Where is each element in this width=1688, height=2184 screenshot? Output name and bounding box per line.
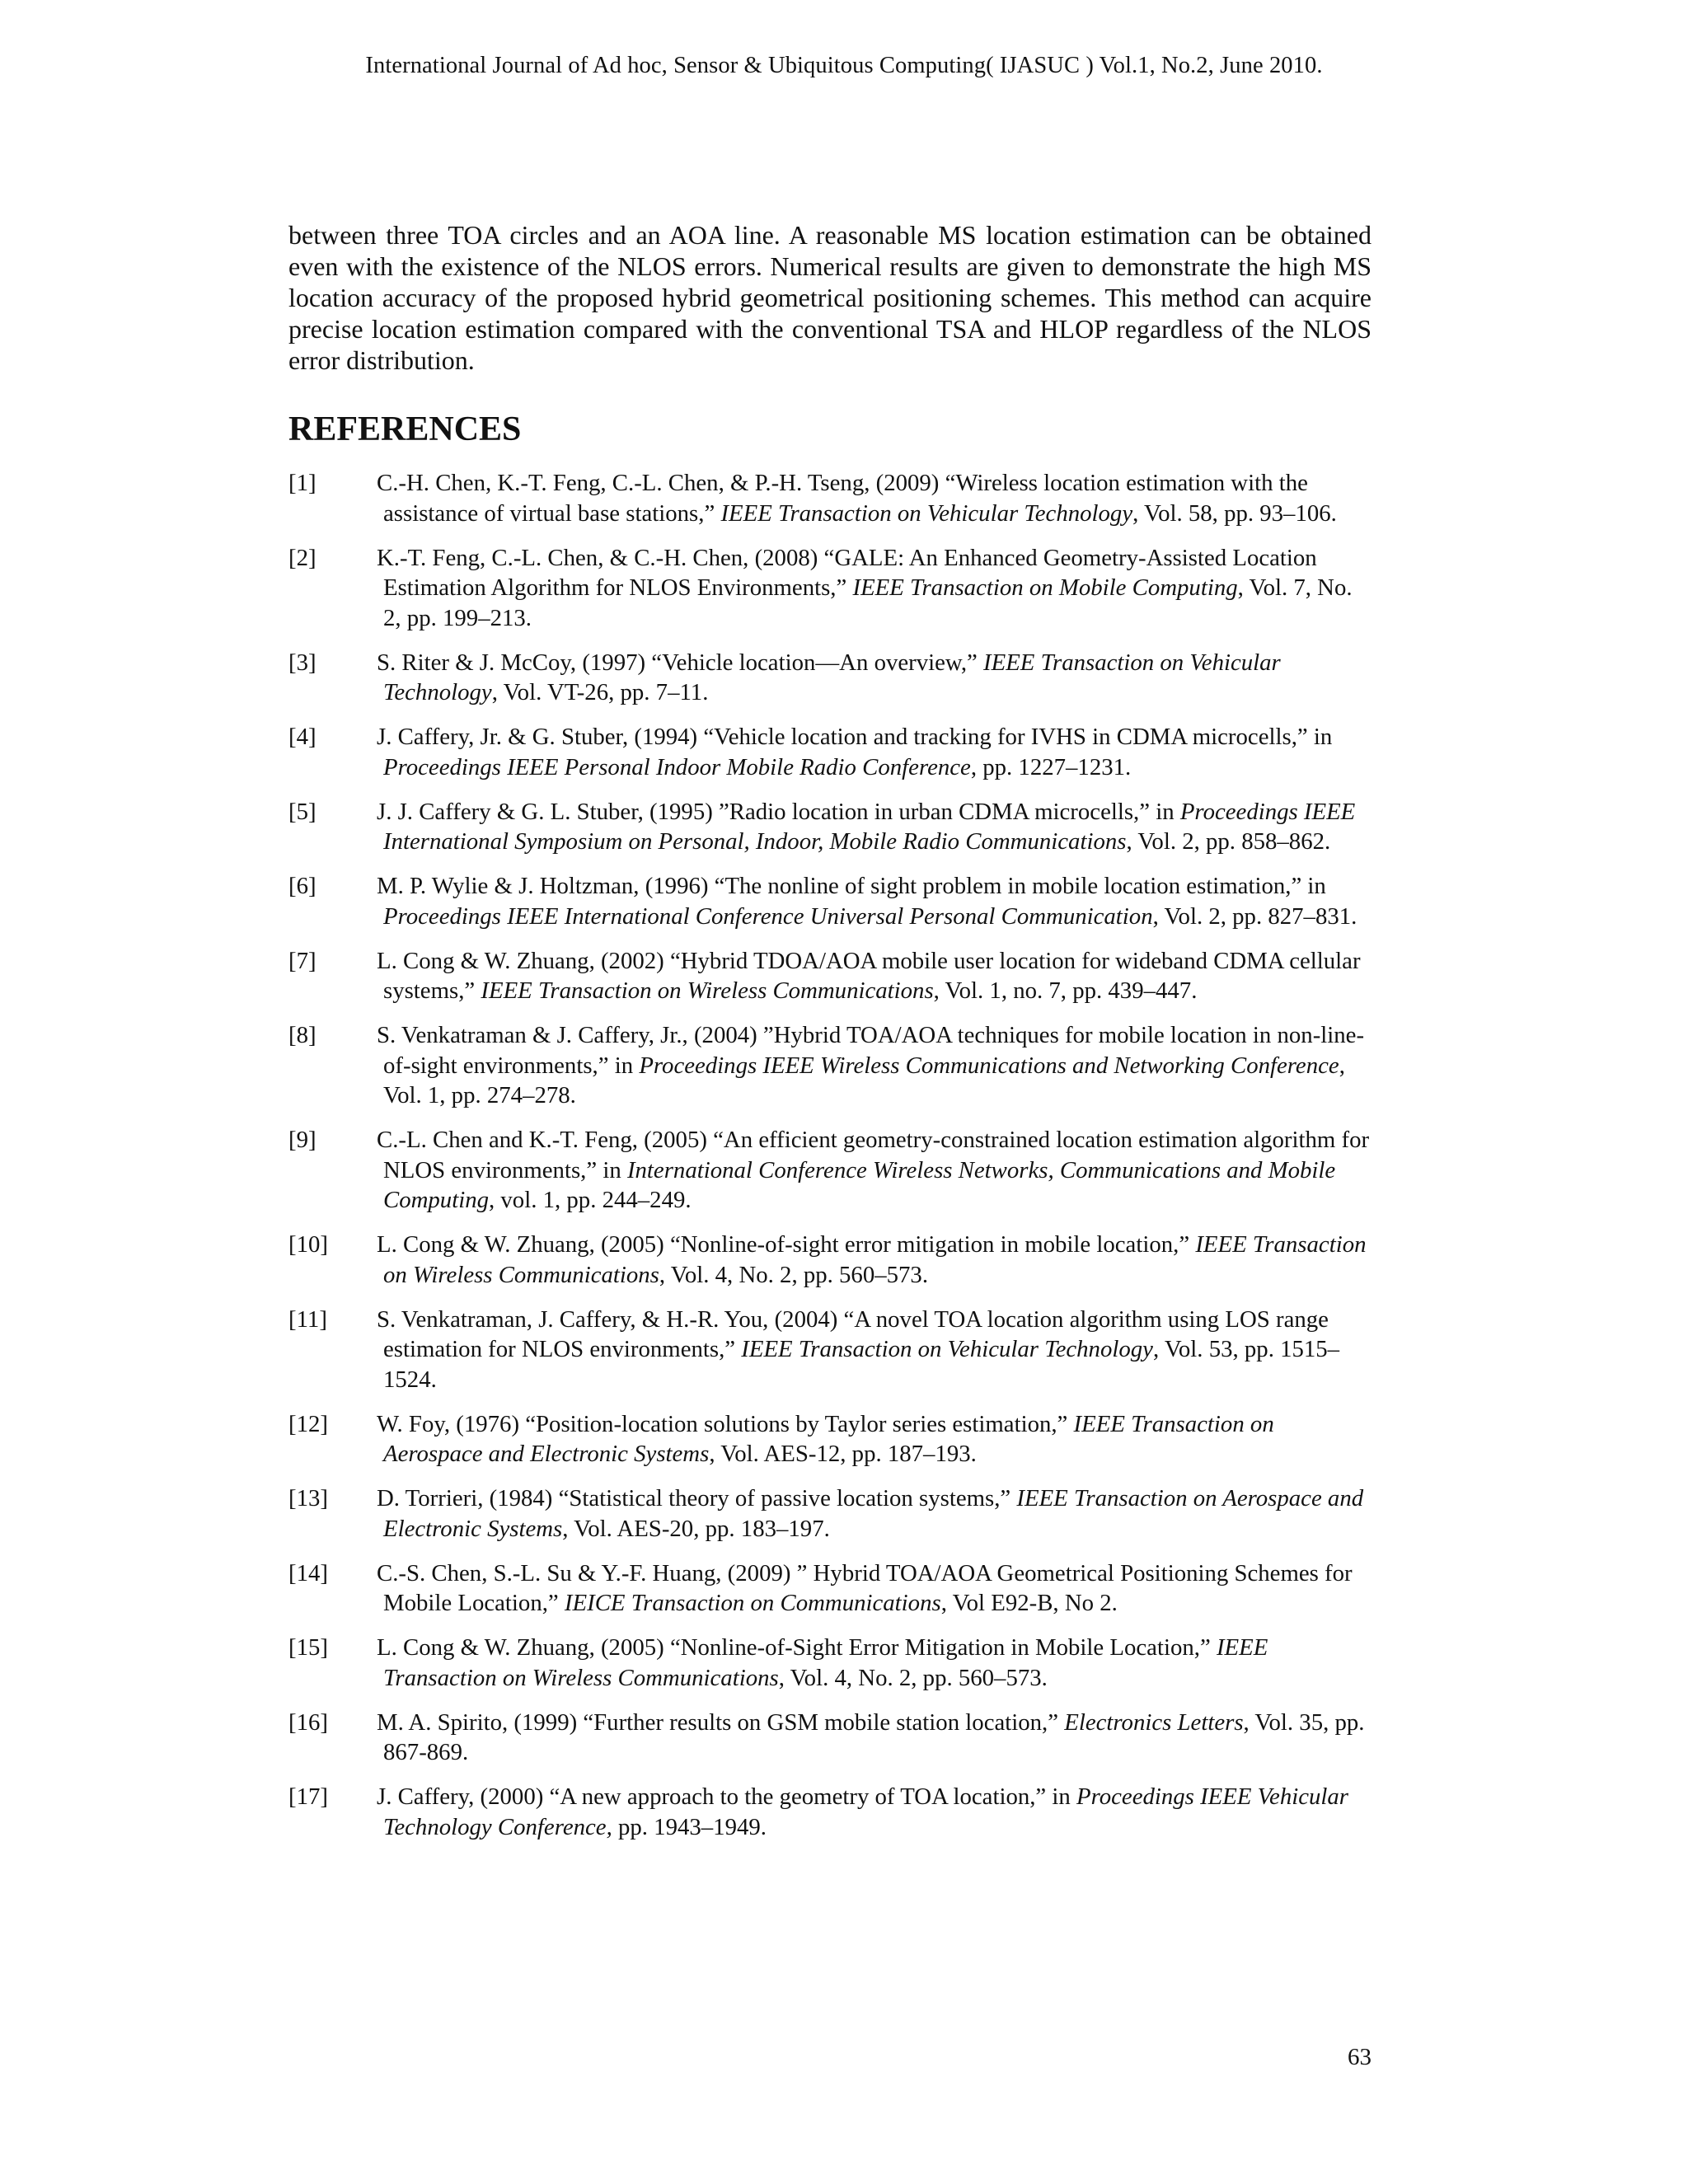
reference-entry bbox=[288, 1483, 1372, 1544]
reference-details: , Vol. 35, pp. 867-869. bbox=[383, 1708, 1365, 1765]
reference-details: , pp. 1227–1231. bbox=[970, 753, 1132, 780]
reference-authors-title: S. Riter & J. McCoy, (1997) “Vehicle location—An overview,” bbox=[377, 649, 984, 676]
reference-entry bbox=[288, 1633, 1372, 1693]
page-content bbox=[288, 219, 1372, 1857]
reference-authors-title: J. J. Caffery & G. L. Stuber, (1995) ”Radio location in urban CDMA microcells,” in bbox=[377, 798, 1180, 825]
reference-authors-title: L. Cong & W. Zhuang, (2005) “Nonline-of-Sight Error Mitigation in Mobile Location,” bbox=[377, 1634, 1217, 1661]
reference-entry bbox=[288, 1020, 1372, 1111]
reference-number: [9] bbox=[288, 1127, 316, 1153]
reference-entry bbox=[288, 797, 1372, 857]
reference-authors-title: S. Venkatraman & J. Caffery, Jr., (2004) ”Hybrid TOA/AOA techniques for mobile location in non-line-of-sight environments,” in bbox=[377, 1022, 1365, 1079]
reference-details: , Vol. 7, No. 2, pp. 199–213. bbox=[383, 574, 1353, 631]
reference-number: [3] bbox=[288, 649, 316, 676]
reference-text bbox=[377, 648, 1372, 708]
reference-venue: Proceedings IEEE Vehicular Technology Conference, bbox=[383, 1783, 1349, 1840]
reference-venue: IEEE Transaction on Vehicular Technology bbox=[741, 1336, 1153, 1362]
reference-number: [15] bbox=[288, 1634, 328, 1661]
reference-text bbox=[377, 1230, 1372, 1290]
reference-authors-title: C.-S. Chen, S.-L. Su & Y.-F. Huang, (2009) ” Hybrid TOA/AOA Geometrical Positioning Schemes for Mobile Location,” bbox=[377, 1559, 1353, 1616]
reference-number: [11] bbox=[288, 1305, 327, 1333]
reference-text bbox=[377, 543, 1372, 634]
reference-details: , Vol. 1, pp. 274–278. bbox=[383, 1052, 1345, 1108]
reference-venue: Proceedings IEEE Personal Indoor Mobile Radio Conference bbox=[383, 753, 971, 780]
reference-details: pp. 1943–1949. bbox=[612, 1813, 767, 1840]
reference-entry bbox=[288, 1708, 1372, 1768]
reference-text bbox=[377, 1782, 1372, 1842]
running-header: International Journal of Ad hoc, Sensor & Ubiquitous Computing( IJASUC ) Vol.1, No.2, June 2010. bbox=[365, 53, 1323, 78]
reference-entry bbox=[288, 1230, 1372, 1290]
reference-details: , Vol. 2, pp. 827–831. bbox=[1152, 902, 1357, 930]
reference-entry bbox=[288, 468, 1372, 528]
reference-number: [12] bbox=[288, 1410, 328, 1437]
reference-details: , Vol. AES-20, pp. 183–197. bbox=[562, 1515, 830, 1542]
reference-venue: IEEE Transaction on Wireless Communications bbox=[383, 1634, 1268, 1691]
reference-venue: IEICE Transaction on Communications bbox=[564, 1590, 941, 1616]
reference-venue: Proceedings IEEE International Conference Universal Personal Communication bbox=[383, 902, 1153, 930]
reference-entry bbox=[288, 1409, 1372, 1469]
reference-venue: Proceedings IEEE International Symposium on Personal, Indoor, Mobile Radio Communications bbox=[383, 798, 1356, 855]
reference-number: [4] bbox=[288, 724, 316, 750]
reference-venue: International Conference Wireless Networks, Communications and Mobile Computing bbox=[383, 1156, 1336, 1213]
reference-text bbox=[377, 1558, 1372, 1619]
reference-venue: IEEE Transaction on Vehicular Technology bbox=[383, 649, 1281, 705]
reference-details: , Vol. 2, pp. 858–862. bbox=[1126, 828, 1331, 855]
reference-text bbox=[377, 946, 1372, 1006]
reference-number: [14] bbox=[288, 1559, 328, 1586]
references-heading: REFERENCES bbox=[288, 410, 522, 448]
reference-entry bbox=[288, 1558, 1372, 1619]
reference-details: , Vol. 53, pp. 1515–1524. bbox=[383, 1336, 1340, 1393]
reference-number: [8] bbox=[288, 1022, 316, 1048]
reference-venue: Proceedings IEEE Wireless Communications and Networking Conference bbox=[639, 1052, 1339, 1079]
reference-venue: IEEE Transaction on Aerospace and Electronic Systems bbox=[383, 1485, 1364, 1542]
reference-text bbox=[377, 797, 1372, 857]
reference-number: [6] bbox=[288, 873, 316, 899]
reference-number: [10] bbox=[288, 1231, 328, 1258]
reference-text bbox=[377, 1020, 1372, 1111]
reference-authors-title: L. Cong & W. Zhuang, (2005) “Nonline-of-sight error mitigation in mobile location,” bbox=[377, 1231, 1196, 1258]
reference-number: [2] bbox=[288, 544, 316, 571]
reference-venue: IEEE Transaction on Wireless Communications bbox=[481, 977, 934, 1004]
reference-entry bbox=[288, 1305, 1372, 1395]
reference-text bbox=[377, 468, 1372, 528]
reference-entry bbox=[288, 648, 1372, 708]
reference-authors-title: K.-T. Feng, C.-L. Chen, & C.-H. Chen, (2008) “GALE: An Enhanced Geometry-Assisted Location Estimation Algorithm for NLOS Environments,” bbox=[377, 544, 1317, 601]
reference-authors-title: M. P. Wylie & J. Holtzman, (1996) “The nonline of sight problem in mobile location estimation,” in bbox=[377, 873, 1326, 899]
reference-authors-title: J. Caffery, Jr. & G. Stuber, (1994) “Vehicle location and tracking for IVHS in CDMA microcells,” in bbox=[377, 724, 1333, 750]
reference-number: [5] bbox=[288, 798, 316, 825]
reference-venue: IEEE Transaction on Mobile Computing bbox=[852, 574, 1238, 601]
reference-list bbox=[288, 468, 1372, 1842]
reference-entry bbox=[288, 1125, 1372, 1216]
reference-details: , Vol. AES-12, pp. 187–193. bbox=[709, 1441, 977, 1467]
reference-entry bbox=[288, 722, 1372, 782]
reference-number: [7] bbox=[288, 947, 316, 974]
reference-text bbox=[377, 871, 1372, 931]
reference-details: , Vol. 4, No. 2, pp. 560–573. bbox=[659, 1261, 929, 1288]
reference-venue: IEEE Transaction on Aerospace and Electronic Systems bbox=[383, 1410, 1274, 1467]
reference-authors-title: S. Venkatraman, J. Caffery, & H.-R. You, (2004) “A novel TOA location algorithm using LOS range estimation for NLOS environments,” bbox=[377, 1305, 1329, 1362]
reference-entry bbox=[288, 1782, 1372, 1842]
reference-authors-title: W. Foy, (1976) “Position-location solutions by Taylor series estimation,” bbox=[377, 1410, 1074, 1437]
reference-text bbox=[377, 1125, 1372, 1216]
reference-details: , Vol. VT-26, pp. 7–11. bbox=[491, 679, 709, 705]
reference-details: , Vol. 1, no. 7, pp. 439–447. bbox=[933, 977, 1198, 1004]
reference-text bbox=[377, 722, 1372, 782]
reference-entry bbox=[288, 871, 1372, 931]
reference-details: , Vol. 58, pp. 93–106. bbox=[1132, 499, 1337, 527]
reference-details: , Vol E92-B, No 2. bbox=[940, 1590, 1118, 1616]
reference-number: [1] bbox=[288, 470, 316, 496]
reference-authors-title: L. Cong & W. Zhuang, (2002) “Hybrid TDOA/AOA mobile user location for wideband CDMA cellular systems,” bbox=[377, 947, 1361, 1004]
reference-venue: IEEE Transaction on Vehicular Technology bbox=[720, 499, 1133, 527]
reference-number: [17] bbox=[288, 1783, 328, 1810]
reference-authors-title: C.-H. Chen, K.-T. Feng, C.-L. Chen, & P.-H. Tseng, (2009) “Wireless location estimation with the assistance of virtual base stations,” bbox=[377, 470, 1308, 527]
reference-authors-title: M. A. Spirito, (1999) “Further results on GSM mobile station location,” bbox=[377, 1708, 1065, 1736]
reference-venue: Electronics Letters bbox=[1064, 1708, 1244, 1736]
reference-text bbox=[377, 1483, 1372, 1544]
reference-text bbox=[377, 1633, 1372, 1693]
reference-entry bbox=[288, 543, 1372, 634]
reference-details: , vol. 1, pp. 244–249. bbox=[489, 1187, 692, 1213]
conclusion-paragraph: between three TOA circles and an AOA line. A reasonable MS location estimation can be obtained even with the existence of the NLOS errors. Numerical results are given to demonstrate the high MS location accuracy of the proposed hybrid geometrical positioning schemes. This method can acquire precise location estimation compared with the conventional TSA and HLOP regardless of the NLOS error distribution. bbox=[288, 220, 1372, 375]
reference-number: [16] bbox=[288, 1708, 328, 1736]
reference-venue: IEEE Transaction on Wireless Communications bbox=[383, 1231, 1367, 1288]
reference-text bbox=[377, 1305, 1372, 1395]
reference-authors-title: J. Caffery, (2000) “A new approach to the geometry of TOA location,” in bbox=[377, 1783, 1077, 1810]
reference-text bbox=[377, 1409, 1372, 1469]
reference-authors-title: C.-L. Chen and K.-T. Feng, (2005) “An efficient geometry-constrained location estimation algorithm for NLOS environments,” in bbox=[377, 1127, 1370, 1183]
reference-text bbox=[377, 1708, 1372, 1768]
reference-number: [13] bbox=[288, 1485, 328, 1511]
reference-authors-title: D. Torrieri, (1984) “Statistical theory of passive location systems,” bbox=[377, 1485, 1017, 1511]
reference-details: , Vol. 4, No. 2, pp. 560–573. bbox=[778, 1664, 1048, 1691]
reference-entry bbox=[288, 946, 1372, 1006]
page-number: 63 bbox=[1348, 2044, 1372, 2070]
